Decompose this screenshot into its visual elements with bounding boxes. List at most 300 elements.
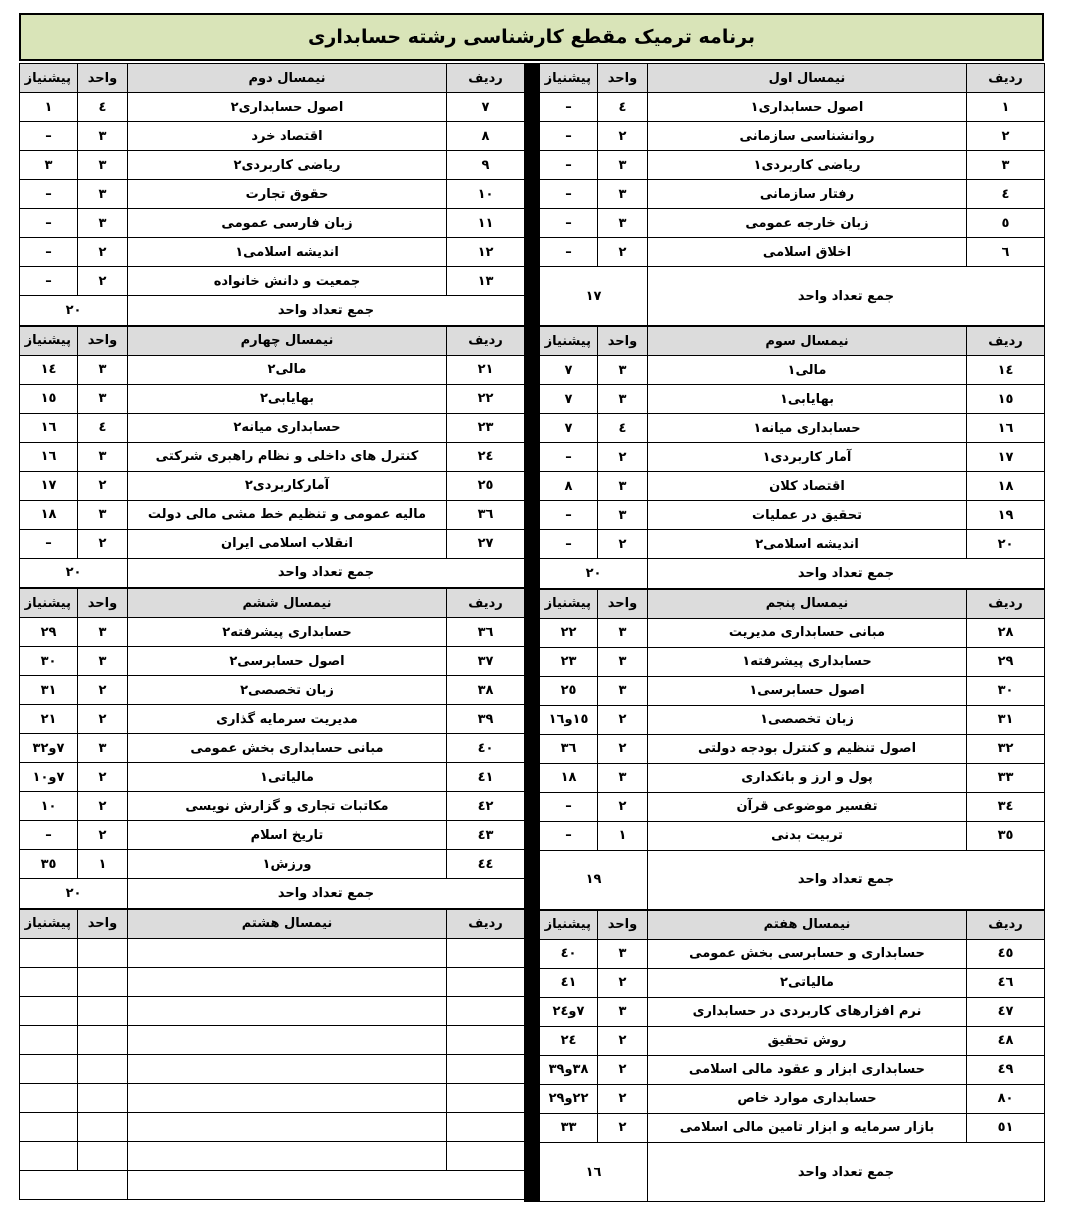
course-vahed: ۲ — [598, 122, 648, 151]
course-vahed: ۳ — [78, 734, 128, 763]
course-name — [128, 1025, 447, 1054]
page-title: برنامه ترمیک مقطع کارشناسی رشته حسابداری — [19, 13, 1044, 61]
course-pishniaz: ۲۳ — [540, 647, 598, 676]
total-value: ۲۰ — [20, 558, 128, 588]
course-name: نرم افزارهای کاربردی در حسابداری — [648, 997, 967, 1026]
course-pishniaz: ۳۱ — [20, 676, 78, 705]
course-name: حقوق تجارت — [128, 180, 447, 209]
course-radif — [447, 1112, 525, 1141]
total-row — [540, 267, 1045, 326]
table-row — [540, 122, 1045, 151]
table-row — [20, 180, 525, 209]
course-vahed: ۲ — [78, 792, 128, 821]
course-name — [128, 967, 447, 996]
course-radif: ۳٦ — [447, 500, 525, 529]
course-radif — [447, 1141, 525, 1170]
course-pishniaz: ۳۳ — [540, 1113, 598, 1142]
course-pishniaz: – — [20, 529, 78, 558]
course-pishniaz: ۳٦ — [540, 734, 598, 763]
semester-table — [19, 63, 525, 326]
course-radif: ۹ — [447, 151, 525, 180]
course-pishniaz: – — [540, 821, 598, 850]
course-pishniaz: ۱۷ — [20, 471, 78, 500]
course-radif: ۲۱ — [447, 355, 525, 384]
table-row — [20, 1054, 525, 1083]
course-name: روش تحقیق — [648, 1026, 967, 1055]
course-pishniaz: ٤۱ — [540, 968, 598, 997]
course-pishniaz: ٤۰ — [540, 939, 598, 968]
course-name: اصول حسابرسی۲ — [128, 647, 447, 676]
total-value: ۱۹ — [540, 850, 648, 909]
course-pishniaz: ۷و۳۲ — [20, 734, 78, 763]
course-radif: ۱۸ — [967, 472, 1045, 501]
total-label: جمع تعداد واحد — [128, 558, 525, 588]
table-row — [20, 1025, 525, 1054]
course-vahed: ۲ — [78, 529, 128, 558]
table-row — [20, 1083, 525, 1112]
total-value: ۲۰ — [540, 559, 648, 589]
course-name: اندیشه اسلامی۱ — [128, 238, 447, 267]
course-vahed — [78, 1083, 128, 1112]
semester-name: نیمسال ششم — [128, 589, 447, 618]
semester-name: نیمسال هشتم — [128, 909, 447, 938]
course-pishniaz: – — [20, 122, 78, 151]
course-pishniaz: – — [540, 151, 598, 180]
course-name: مالیاتی۲ — [648, 968, 967, 997]
vahed-header: واحد — [78, 64, 128, 93]
semester-header-row — [20, 589, 525, 618]
course-name — [128, 1083, 447, 1112]
vahed-header: واحد — [598, 589, 648, 618]
course-radif: ٤۱ — [447, 763, 525, 792]
table-row — [540, 968, 1045, 997]
table-row — [540, 763, 1045, 792]
course-pishniaz: ۱٥ — [20, 384, 78, 413]
table-row — [20, 355, 525, 384]
course-vahed: ۳ — [598, 501, 648, 530]
course-name: زبان فارسی عمومی — [128, 209, 447, 238]
course-name: مدیریت سرمایه گذاری — [128, 705, 447, 734]
course-radif: ۲۷ — [447, 529, 525, 558]
semester-table — [19, 588, 525, 909]
course-vahed: ۳ — [78, 384, 128, 413]
table-row — [540, 939, 1045, 968]
course-radif: ۱۳ — [447, 267, 525, 296]
total-row — [20, 879, 525, 909]
course-pishniaz: ۱٥و۱٦ — [540, 705, 598, 734]
course-radif: ۲٥ — [447, 471, 525, 500]
table-row — [540, 705, 1045, 734]
course-vahed: ۲ — [78, 471, 128, 500]
course-name: آمارکاربردی۲ — [128, 471, 447, 500]
course-name: تفسیر موضوعی قرآن — [648, 792, 967, 821]
course-pishniaz: ۷ — [540, 385, 598, 414]
course-vahed: ۲ — [598, 1113, 648, 1142]
total-row — [540, 1142, 1045, 1201]
course-vahed — [78, 1112, 128, 1141]
semester-header-row — [20, 326, 525, 355]
table-row — [540, 618, 1045, 647]
course-radif: ٤٤ — [447, 850, 525, 879]
table-row — [540, 501, 1045, 530]
course-pishniaz: ۷ — [540, 414, 598, 443]
course-radif — [447, 938, 525, 967]
radif-header: ردیف — [967, 589, 1045, 618]
total-label: جمع تعداد واحد — [128, 879, 525, 909]
curriculum-sheet — [19, 13, 1044, 1202]
course-pishniaz: ۲۹ — [20, 618, 78, 647]
table-row — [540, 647, 1045, 676]
total-label: جمع تعداد واحد — [648, 559, 1045, 589]
course-vahed: ۳ — [78, 500, 128, 529]
course-name: مبانی حسابداری مدیریت — [648, 618, 967, 647]
course-pishniaz: ۸ — [540, 472, 598, 501]
course-name: ریاضی کاربردی۱ — [648, 151, 967, 180]
course-pishniaz: ۲٤ — [540, 1026, 598, 1055]
course-radif — [447, 967, 525, 996]
semester-header-row — [20, 909, 525, 938]
course-name: بهایابی۲ — [128, 384, 447, 413]
table-row — [540, 385, 1045, 414]
table-row — [540, 997, 1045, 1026]
course-name: بازار سرمایه و ابزار تامین مالی اسلامی — [648, 1113, 967, 1142]
table-row — [20, 734, 525, 763]
course-radif: ۳۲ — [967, 734, 1045, 763]
course-pishniaz: ۲٥ — [540, 676, 598, 705]
table-row — [540, 1084, 1045, 1113]
table-row — [540, 676, 1045, 705]
radif-header: ردیف — [967, 910, 1045, 939]
course-radif: ۳۷ — [447, 647, 525, 676]
course-radif: ۲٤ — [447, 442, 525, 471]
total-row — [20, 296, 525, 326]
course-vahed: ۳ — [598, 939, 648, 968]
course-vahed — [78, 1054, 128, 1083]
radif-header: ردیف — [447, 909, 525, 938]
course-radif: ٤۷ — [967, 997, 1045, 1026]
course-vahed: ۳ — [598, 647, 648, 676]
course-vahed: ٤ — [598, 93, 648, 122]
course-pishniaz: – — [20, 209, 78, 238]
course-name: ورزش۱ — [128, 850, 447, 879]
table-row — [540, 1113, 1045, 1142]
table-row — [540, 151, 1045, 180]
course-name: حسابداری و حسابرسی بخش عمومی — [648, 939, 967, 968]
course-pishniaz: ۱۰ — [20, 792, 78, 821]
course-pishniaz: ۳۸و۳۹ — [540, 1055, 598, 1084]
course-name: مکاتبات تجاری و گزارش نویسی — [128, 792, 447, 821]
course-vahed: ۳ — [78, 209, 128, 238]
course-pishniaz — [20, 1054, 78, 1083]
vahed-header: واحد — [598, 64, 648, 93]
course-vahed: ۲ — [598, 1026, 648, 1055]
course-pishniaz — [20, 1112, 78, 1141]
course-vahed: ۱ — [78, 850, 128, 879]
course-pishniaz: – — [540, 238, 598, 267]
table-row — [20, 122, 525, 151]
course-vahed: ۳ — [598, 676, 648, 705]
course-radif: ۱ — [967, 93, 1045, 122]
course-vahed: ۳ — [78, 618, 128, 647]
table-row — [20, 238, 525, 267]
semester-name: نیمسال هفتم — [648, 910, 967, 939]
course-pishniaz: ۲۲و۲۹ — [540, 1084, 598, 1113]
course-name: اخلاق اسلامی — [648, 238, 967, 267]
semester-table — [19, 326, 525, 589]
course-radif: ٦ — [967, 238, 1045, 267]
course-vahed: ۳ — [598, 151, 648, 180]
course-radif — [447, 996, 525, 1025]
course-name: انقلاب اسلامی ایران — [128, 529, 447, 558]
table-row — [540, 1026, 1045, 1055]
course-name: تربیت بدنی — [648, 821, 967, 850]
course-vahed: ۳ — [78, 180, 128, 209]
course-name: بهایابی۱ — [648, 385, 967, 414]
course-radif: ٤٦ — [967, 968, 1045, 997]
course-radif: ٥۱ — [967, 1113, 1045, 1142]
table-row — [20, 850, 525, 879]
table-row — [20, 442, 525, 471]
course-radif: ۲۸ — [967, 618, 1045, 647]
course-vahed — [78, 996, 128, 1025]
course-name: مالیاتی۱ — [128, 763, 447, 792]
course-name: زبان خارجه عمومی — [648, 209, 967, 238]
course-name: اندیشه اسلامی۲ — [648, 530, 967, 559]
vahed-header: واحد — [598, 327, 648, 356]
course-pishniaz: – — [540, 93, 598, 122]
course-vahed: ۳ — [598, 618, 648, 647]
course-radif: ۱٥ — [967, 385, 1045, 414]
course-radif: ٥ — [967, 209, 1045, 238]
course-name: جمعیت و دانش خانواده — [128, 267, 447, 296]
course-radif: ۲ — [967, 122, 1045, 151]
radif-header: ردیف — [447, 64, 525, 93]
course-name: تاریخ اسلام — [128, 821, 447, 850]
table-row — [20, 996, 525, 1025]
course-radif: ۳۰ — [967, 676, 1045, 705]
total-label: جمع تعداد واحد — [648, 850, 1045, 909]
pishniaz-header: پیشنیاز — [540, 327, 598, 356]
course-name: حسابداری میانه۱ — [648, 414, 967, 443]
course-pishniaz: ۲۲ — [540, 618, 598, 647]
course-name: زبان تخصصی۲ — [128, 676, 447, 705]
semester-name: نیمسال پنجم — [648, 589, 967, 618]
course-vahed: ۲ — [78, 267, 128, 296]
course-vahed: ۲ — [78, 676, 128, 705]
course-radif: ۱۲ — [447, 238, 525, 267]
table-row — [20, 471, 525, 500]
course-radif: ٤۸ — [967, 1026, 1045, 1055]
table-row — [20, 93, 525, 122]
radif-header: ردیف — [447, 589, 525, 618]
course-name: روانشناسی سازمانی — [648, 122, 967, 151]
course-vahed: ۳ — [78, 122, 128, 151]
course-name: آمار کاربردی۱ — [648, 443, 967, 472]
course-pishniaz: ۱۸ — [20, 500, 78, 529]
course-radif: ۳٦ — [447, 618, 525, 647]
pishniaz-header: پیشنیاز — [540, 64, 598, 93]
course-pishniaz — [20, 938, 78, 967]
table-row — [20, 705, 525, 734]
table-row — [20, 821, 525, 850]
course-vahed: ۳ — [78, 647, 128, 676]
course-pishniaz: ۱٦ — [20, 413, 78, 442]
course-radif: ۱۱ — [447, 209, 525, 238]
table-row — [540, 734, 1045, 763]
course-name: حسابداری ابزار و عقود مالی اسلامی — [648, 1055, 967, 1084]
course-vahed — [78, 1025, 128, 1054]
course-vahed: ۳ — [598, 356, 648, 385]
course-radif: ۱۹ — [967, 501, 1045, 530]
course-pishniaz — [20, 996, 78, 1025]
course-vahed: ۲ — [598, 238, 648, 267]
course-vahed: ۲ — [598, 443, 648, 472]
course-vahed: ۳ — [598, 997, 648, 1026]
course-name — [128, 938, 447, 967]
total-value: ۲۰ — [20, 296, 128, 326]
course-pishniaz: ۳۰ — [20, 647, 78, 676]
course-radif: ۳۸ — [447, 676, 525, 705]
course-radif: ٤۳ — [447, 821, 525, 850]
course-radif: ٤۹ — [967, 1055, 1045, 1084]
course-pishniaz: – — [20, 821, 78, 850]
course-vahed: ۳ — [78, 151, 128, 180]
course-pishniaz: – — [540, 443, 598, 472]
course-vahed — [78, 967, 128, 996]
semester-name: نیمسال دوم — [128, 64, 447, 93]
vahed-header: واحد — [598, 910, 648, 939]
table-row — [20, 763, 525, 792]
pishniaz-header: پیشنیاز — [20, 909, 78, 938]
course-radif: ٤٥ — [967, 939, 1045, 968]
table-row — [540, 238, 1045, 267]
table-row — [540, 821, 1045, 850]
table-row — [540, 792, 1045, 821]
table-row — [540, 530, 1045, 559]
course-pishniaz: – — [20, 180, 78, 209]
column-divider — [524, 63, 539, 1202]
course-vahed: ۲ — [598, 968, 648, 997]
course-radif: ۳ — [967, 151, 1045, 180]
course-pishniaz: – — [540, 180, 598, 209]
table-row — [540, 209, 1045, 238]
radif-header: ردیف — [967, 327, 1045, 356]
course-radif: ۸ — [447, 122, 525, 151]
course-vahed — [78, 938, 128, 967]
pishniaz-header: پیشنیاز — [540, 589, 598, 618]
course-pishniaz — [20, 1141, 78, 1170]
course-name: اصول تنظیم و کنترل بودجه دولتی — [648, 734, 967, 763]
table-row — [20, 413, 525, 442]
radif-header: ردیف — [967, 64, 1045, 93]
table-row — [20, 209, 525, 238]
course-vahed: ۲ — [78, 705, 128, 734]
course-name: کنترل های داخلی و نظام راهبری شرکتی — [128, 442, 447, 471]
table-row — [540, 180, 1045, 209]
semester-table — [539, 63, 1045, 326]
course-vahed: ٤ — [598, 414, 648, 443]
course-pishniaz: ۱ — [20, 93, 78, 122]
semester-header-row — [540, 327, 1045, 356]
course-name: رفتار سازمانی — [648, 180, 967, 209]
course-radif: ۳۳ — [967, 763, 1045, 792]
course-name: اصول حسابرسی۱ — [648, 676, 967, 705]
radif-header: ردیف — [447, 326, 525, 355]
course-vahed: ۲ — [598, 530, 648, 559]
course-pishniaz: – — [540, 530, 598, 559]
course-radif: ۲۳ — [447, 413, 525, 442]
semester-table — [539, 910, 1045, 1202]
course-vahed: ۳ — [78, 355, 128, 384]
course-pishniaz: ۱٤ — [20, 355, 78, 384]
course-name: حسابداری میانه۲ — [128, 413, 447, 442]
total-row — [20, 1170, 525, 1200]
course-vahed: ۳ — [598, 763, 648, 792]
table-row — [20, 676, 525, 705]
table-row — [20, 267, 525, 296]
course-vahed: ۲ — [598, 1084, 648, 1113]
semester-name: نیمسال اول — [648, 64, 967, 93]
course-name: حسابداری موارد خاص — [648, 1084, 967, 1113]
right-column — [539, 63, 1044, 1202]
course-vahed: ۳ — [78, 442, 128, 471]
table-row — [20, 500, 525, 529]
course-radif: ۱٦ — [967, 414, 1045, 443]
table-row — [20, 618, 525, 647]
semester-table — [539, 326, 1045, 589]
course-pishniaz — [20, 967, 78, 996]
course-name: اصول حسابداری۲ — [128, 93, 447, 122]
course-name: حسابداری پیشرفته۲ — [128, 618, 447, 647]
course-radif: ۳٥ — [967, 821, 1045, 850]
total-value: ۱۷ — [540, 267, 648, 326]
table-row — [20, 151, 525, 180]
course-pishniaz: ۱۸ — [540, 763, 598, 792]
course-vahed: ۲ — [78, 821, 128, 850]
course-name — [128, 1054, 447, 1083]
course-radif: ۲۰ — [967, 530, 1045, 559]
course-vahed: ۳ — [598, 209, 648, 238]
course-radif: ۱۰ — [447, 180, 525, 209]
course-pishniaz — [20, 1083, 78, 1112]
course-vahed: ۳ — [598, 180, 648, 209]
semester-header-row — [540, 910, 1045, 939]
course-name: اصول حسابداری۱ — [648, 93, 967, 122]
course-pishniaz: ۷و۲٤ — [540, 997, 598, 1026]
course-vahed: ٤ — [78, 93, 128, 122]
course-name — [128, 1141, 447, 1170]
table-row — [540, 414, 1045, 443]
total-label — [128, 1170, 525, 1200]
course-radif: ۲۲ — [447, 384, 525, 413]
left-column — [19, 63, 524, 1200]
course-name: تحقیق در عملیات — [648, 501, 967, 530]
total-row — [20, 558, 525, 588]
semester-name: نیمسال چهارم — [128, 326, 447, 355]
course-name: مالی۱ — [648, 356, 967, 385]
course-name: اقتصاد کلان — [648, 472, 967, 501]
course-pishniaz: ۲۱ — [20, 705, 78, 734]
course-radif: ۱۷ — [967, 443, 1045, 472]
total-row — [540, 559, 1045, 589]
total-value: ۱٦ — [540, 1142, 648, 1201]
course-pishniaz: ۳٥ — [20, 850, 78, 879]
course-radif — [447, 1083, 525, 1112]
course-pishniaz: – — [540, 792, 598, 821]
table-row — [20, 792, 525, 821]
semester-header-row — [540, 64, 1045, 93]
course-radif: ۸۰ — [967, 1084, 1045, 1113]
